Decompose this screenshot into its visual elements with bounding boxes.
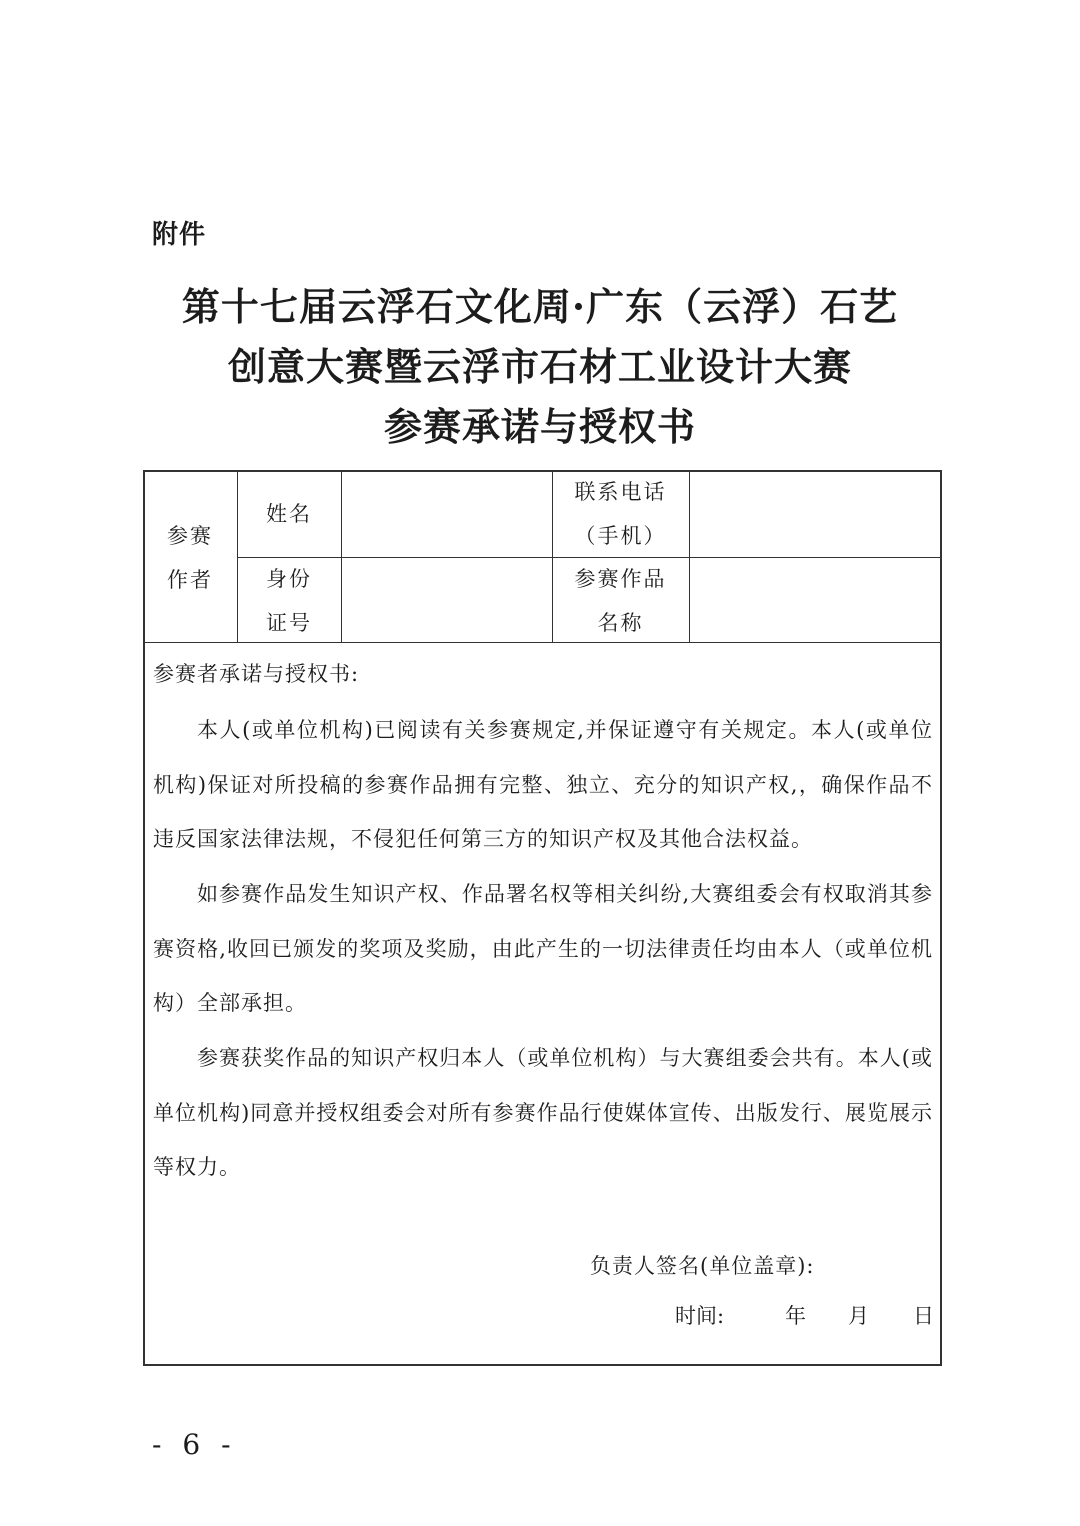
phone-label-line-2: （手机）	[574, 524, 667, 548]
work-title-field[interactable]	[691, 559, 940, 641]
work-title-label-line-1: 参赛作品	[574, 567, 667, 591]
day-label: 日	[913, 1304, 934, 1328]
table-divider	[689, 470, 690, 642]
phone-label	[554, 470, 687, 558]
name-label: 姓名	[266, 502, 312, 526]
id-number-field[interactable]	[343, 559, 551, 641]
work-title-label	[554, 557, 687, 645]
commitment-heading: 参赛者承诺与授权书:	[153, 662, 360, 686]
commitment-paragraph-1: 本人(或单位机构)已阅读有关参赛规定,并保证遵守有关规定。本人(或单位机构)保证对所投稿的参赛作品拥有完整、独立、充分的知识产权,，确保作品不违反国家法律法规，不侵犯任何第三方的知识产权及其他合法权益。	[153, 718, 933, 851]
name-field[interactable]	[343, 472, 551, 556]
document-title-line-3: 参赛承诺与授权书	[383, 404, 696, 449]
table-divider	[237, 470, 238, 642]
commitment-paragraph-2: 如参赛作品发生知识产权、作品署名权等相关纠纷,大赛组委会有权取消其参赛资格,收回已颁发的奖项及奖励，由此产生的一切法律责任均由本人（或单位机构）全部承担。	[153, 882, 933, 1015]
date-label: 时间:	[675, 1304, 725, 1328]
author-section-label	[145, 514, 235, 602]
id-number-label	[239, 557, 339, 645]
page-number: - 6 -	[152, 1428, 237, 1461]
table-divider	[341, 470, 342, 642]
id-number-label-line-1: 身份	[266, 567, 312, 591]
work-title-label-line-2: 名称	[597, 611, 644, 635]
year-label: 年	[785, 1304, 806, 1328]
signature-label: 负责人签名(单位盖章):	[590, 1254, 815, 1278]
commitment-paragraph-3: 参赛获奖作品的知识产权归本人（或单位机构）与大赛组委会共有。本人(或单位机构)同意并授权组委会对所有参赛作品行使媒体宣传、出版发行、展览展示等权力。	[153, 1046, 933, 1179]
attachment-label: 附件	[152, 220, 207, 250]
month-label: 月	[848, 1304, 869, 1328]
table-divider	[552, 470, 553, 642]
document-title-line-1: 第十七届云浮石文化周·广东（云浮）石艺	[181, 284, 899, 329]
phone-field[interactable]	[691, 472, 940, 556]
phone-label-line-1: 联系电话	[574, 480, 667, 504]
author-section-label-line-2: 作者	[167, 568, 213, 592]
document-title-line-2: 创意大赛暨云浮市石材工业设计大赛	[227, 344, 852, 389]
author-section-label-line-1: 参赛	[167, 524, 213, 548]
id-number-label-line-2: 证号	[266, 611, 312, 635]
